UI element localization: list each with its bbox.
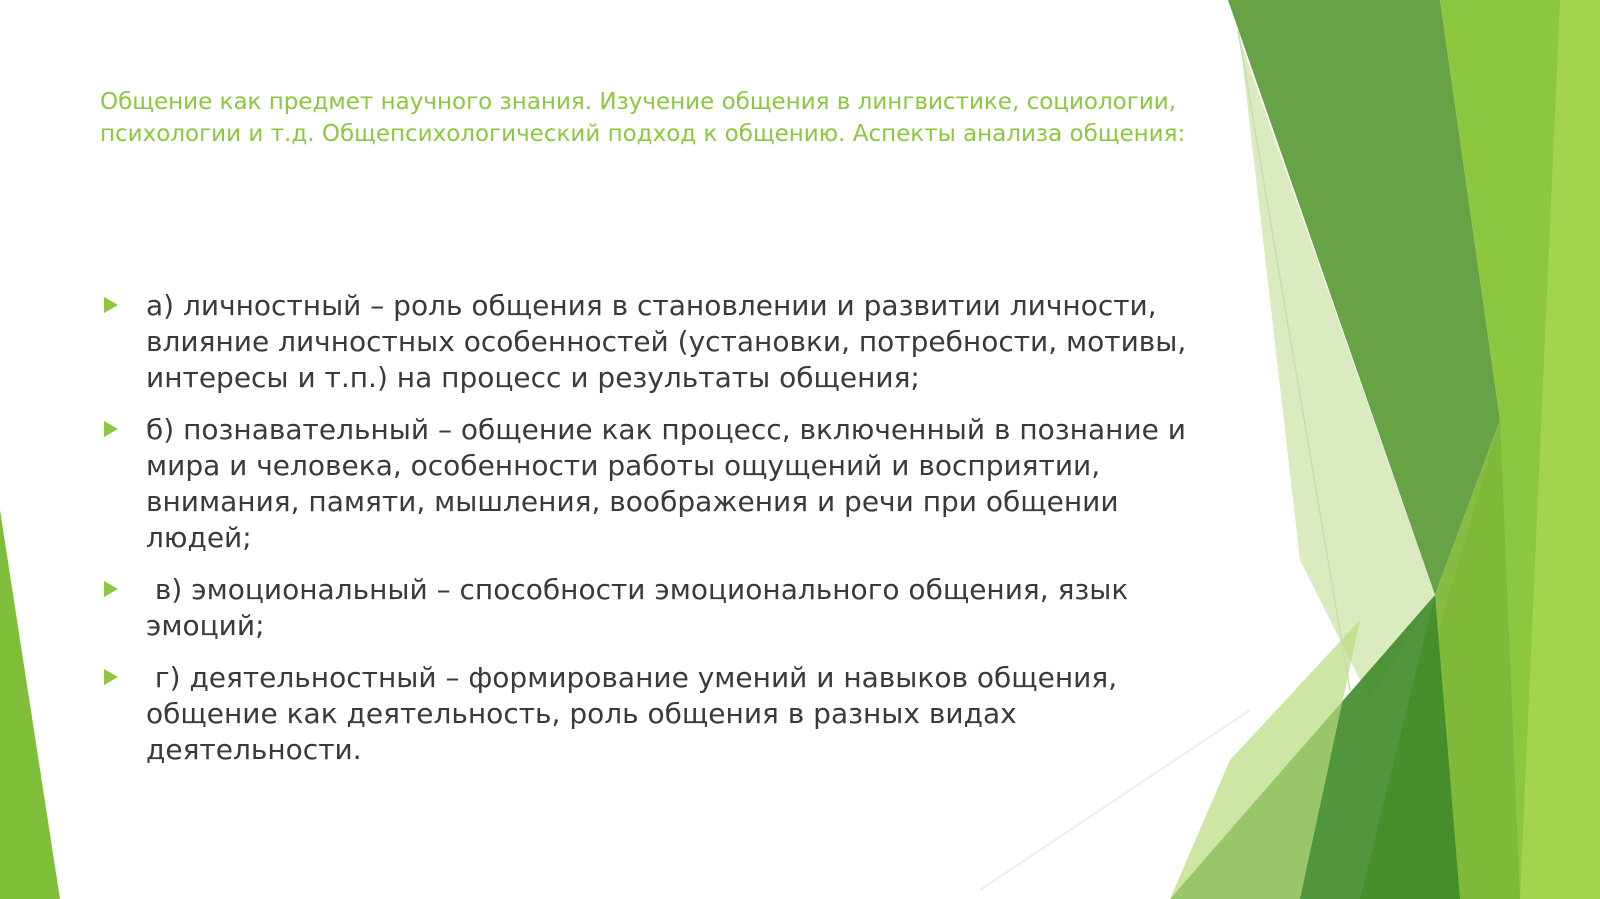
green-arrow-bullet-icon: [104, 581, 118, 597]
slide-title: Общение как предмет научного знания. Изучение общения в лингвистике, социологии, психологии и т.д. Общепсихологический подход к общению. Аспекты анализа общения:: [100, 89, 1186, 147]
green-arrow-bullet-icon: [104, 297, 118, 313]
bullet-text: а) личностный – роль общения в становлении и развитии личности, влияние личностных особенностей (установки, потребности, мотивы, интересы и т.п.) на процесс и результаты общения;: [146, 289, 1196, 394]
facet-left: [0, 510, 60, 899]
list-item: [100, 572, 1210, 644]
bullet-list: [100, 288, 1210, 784]
green-arrow-bullet-icon: [104, 421, 118, 437]
list-item: [100, 660, 1210, 768]
bullet-text: в) эмоциональный – способности эмоционального общения, язык эмоций;: [146, 573, 1138, 642]
list-item: [100, 288, 1210, 396]
bullet-text: г) деятельностный – формирование умений и навыков общения, общение как деятельность, роль общения в разных видах деятельности.: [146, 661, 1127, 766]
bullet-text: б) познавательный – общение как процесс, включенный в познание и мира и человека, особенности работы ощущений и восприятии, внимания, памяти, мышления, воображения и речи при общении людей;: [146, 413, 1195, 554]
list-item: [100, 412, 1210, 556]
green-arrow-bullet-icon: [104, 669, 118, 685]
